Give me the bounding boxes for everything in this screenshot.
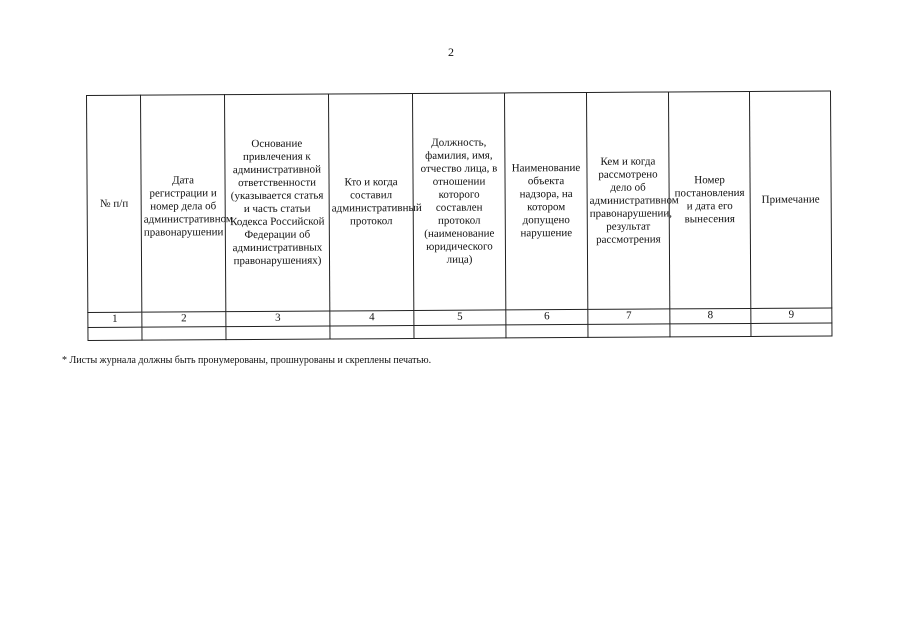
header-cell-person: Должность, фамилия, имя, отчество лица, в отношении которого составлен протокол (наименование юридического лица)	[412, 93, 505, 311]
column-number-cell: 5	[414, 310, 506, 325]
page-number: 2	[448, 45, 454, 59]
header-cell-resolution: Номер постановления и дата его вынесения	[668, 91, 750, 309]
empty-cell	[330, 325, 414, 339]
header-row	[87, 91, 832, 313]
empty-cell	[226, 326, 330, 340]
empty-cell	[142, 326, 226, 340]
journal-table	[86, 90, 831, 341]
header-cell-reviewer: Кем и когда рассмотрено дело об административном правонарушении, результат рассмотрения	[586, 92, 669, 310]
empty-cell	[414, 325, 506, 339]
header-cell-object: Наименование объекта надзора, на котором допущено нарушение	[504, 92, 587, 310]
header-cell-registration: Дата регистрации и номер дела об административном правонарушении	[141, 95, 226, 313]
column-number-cell: 3	[226, 311, 330, 326]
column-number-cell: 1	[88, 312, 142, 327]
column-number-cell: 4	[330, 311, 414, 326]
header-cell-basis: Основание привлечения к административной ответственности (указывается статья и часть статьи Кодекса Российской Федерации об административных правонарушениях)	[225, 94, 330, 312]
column-number-cell: 7	[588, 309, 670, 324]
footnote: * Листы журнала должны быть пронумерованы, прошнурованы и скреплены печатью.	[62, 355, 432, 366]
empty-cell	[506, 324, 588, 338]
column-number-cell: 6	[506, 310, 588, 325]
empty-cell	[670, 323, 751, 337]
header-cell-number: № п/п	[87, 95, 142, 313]
column-number-cell: 8	[670, 309, 751, 324]
empty-cell	[588, 324, 670, 338]
column-number-cell: 9	[751, 308, 832, 323]
journal-table-grid	[86, 90, 832, 341]
header-cell-note: Примечание	[749, 91, 831, 309]
header-cell-protocol-author: Кто и когда составил административный протокол	[328, 94, 413, 312]
column-number-cell: 2	[142, 312, 226, 327]
empty-cell	[751, 323, 832, 337]
empty-cell	[88, 327, 142, 341]
